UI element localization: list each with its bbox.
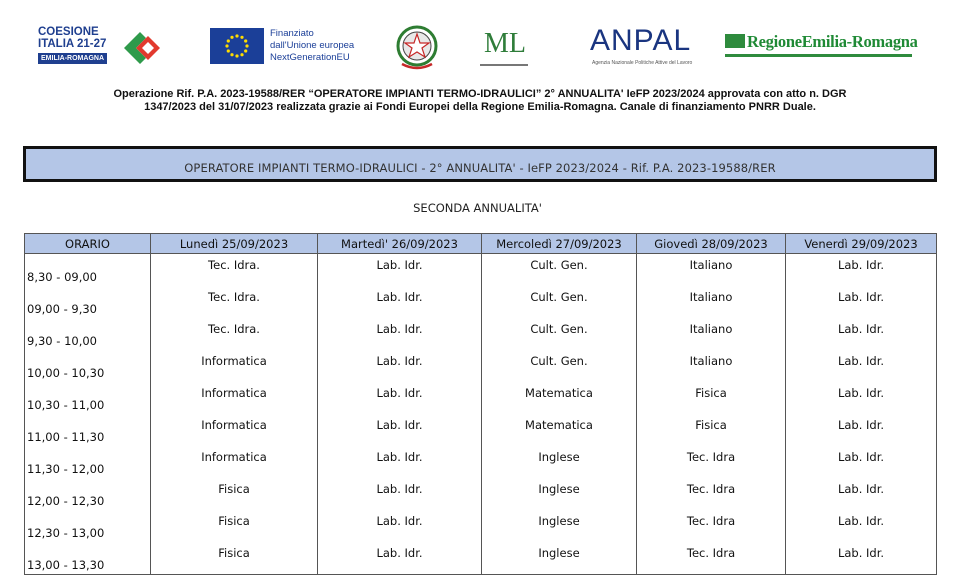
course-title-box — [23, 146, 937, 182]
table-row — [25, 542, 937, 575]
lesson-cell: Lab. Idr. — [318, 286, 482, 318]
table-row — [25, 254, 937, 287]
time-slot: 13,00 - 13,30 — [25, 542, 151, 575]
lesson-cell: Lab. Idr. — [318, 542, 482, 575]
header-wednesday: Mercoledì 27/09/2023 — [482, 234, 637, 254]
lesson-cell: Matematica — [482, 414, 637, 446]
ministry-labour-logo — [478, 26, 530, 72]
lesson-cell: Italiano — [637, 254, 786, 287]
coesione-chevron-icon — [120, 28, 162, 68]
schedule-header-row — [25, 234, 937, 254]
lesson-cell: Tec. Idra. — [151, 286, 318, 318]
table-row — [25, 414, 937, 446]
coesione-italia-logo — [38, 26, 163, 70]
time-slot: 9,30 - 10,00 — [25, 318, 151, 350]
lesson-cell: Tec. Idra — [637, 478, 786, 510]
lesson-cell: Tec. Idra — [637, 542, 786, 575]
lesson-cell: Lab. Idr. — [786, 542, 937, 575]
lesson-cell: Informatica — [151, 414, 318, 446]
operation-description-line1: Operazione Rif. P.A. 2023-19588/RER “OPERATORE IMPIANTI TERMO-IDRAULICI” 2° ANNUALITA' IeFP 2023/2024 approvata con atto n. DGR — [113, 88, 847, 100]
coesione-logo-line3: EMILIA-ROMAGNA — [38, 53, 107, 64]
eu-nextgen-logo — [210, 28, 375, 68]
lesson-cell: Lab. Idr. — [786, 318, 937, 350]
time-slot: 10,30 - 11,00 — [25, 382, 151, 414]
lesson-cell: Lab. Idr. — [318, 254, 482, 287]
lesson-cell: Italiano — [637, 318, 786, 350]
lesson-cell: Lab. Idr. — [318, 350, 482, 382]
lesson-cell: Cult. Gen. — [482, 350, 637, 382]
lesson-cell: Lab. Idr. — [318, 510, 482, 542]
coesione-logo-line2: ITALIA 21-27 — [38, 38, 107, 50]
lesson-cell: Fisica — [151, 510, 318, 542]
region-flag-icon — [725, 34, 745, 48]
lesson-cell: Lab. Idr. — [318, 478, 482, 510]
lesson-cell: Lab. Idr. — [786, 414, 937, 446]
region-logo-name: RegioneEmilia-Romagna — [747, 32, 918, 51]
regione-emilia-romagna-logo — [725, 32, 918, 62]
eu-logo-line1: Finanziato — [270, 28, 314, 39]
lesson-cell: Cult. Gen. — [482, 318, 637, 350]
lesson-cell: Cult. Gen. — [482, 286, 637, 318]
time-slot: 11,00 - 11,30 — [25, 414, 151, 446]
lesson-cell: Matematica — [482, 382, 637, 414]
lesson-cell: Lab. Idr. — [786, 286, 937, 318]
lesson-cell: Lab. Idr. — [786, 510, 937, 542]
header-tuesday: Martedì' 26/09/2023 — [318, 234, 482, 254]
lesson-cell: Inglese — [482, 510, 637, 542]
lesson-cell: Lab. Idr. — [318, 414, 482, 446]
header-friday: Venerdì 29/09/2023 — [786, 234, 937, 254]
table-row — [25, 446, 937, 478]
anpal-logo-subtitle: Agenzia Nazionale Politiche Attive del Lavoro — [592, 60, 693, 66]
time-slot: 12,30 - 13,00 — [25, 510, 151, 542]
lesson-cell: Lab. Idr. — [318, 382, 482, 414]
italian-republic-emblem-icon — [392, 22, 442, 74]
table-row — [25, 350, 937, 382]
logo-strip — [0, 20, 955, 78]
table-row — [25, 286, 937, 318]
lesson-cell: Tec. Idra — [637, 510, 786, 542]
lesson-cell: Inglese — [482, 542, 637, 575]
time-slot: 12,00 - 12,30 — [25, 478, 151, 510]
lesson-cell: Italiano — [637, 350, 786, 382]
lesson-cell: Lab. Idr. — [786, 446, 937, 478]
operation-description-line2: 1347/2023 del 31/07/2023 realizzata grazie ai Fondi Europei della Regione Emilia-Romagna. Canale di finanziamento PNRR Duale. — [144, 101, 816, 113]
lesson-cell: Inglese — [482, 478, 637, 510]
anpal-logo — [590, 24, 705, 72]
operation-description — [40, 88, 920, 114]
header-thursday: Giovedì 28/09/2023 — [637, 234, 786, 254]
lesson-cell: Fisica — [637, 382, 786, 414]
lesson-cell: Lab. Idr. — [786, 478, 937, 510]
lesson-cell: Lab. Idr. — [786, 350, 937, 382]
coesione-logo-line1: COESIONE — [38, 26, 99, 38]
lesson-cell: Informatica — [151, 350, 318, 382]
table-row — [25, 510, 937, 542]
weekly-schedule-table — [24, 233, 937, 575]
table-row — [25, 382, 937, 414]
table-row — [25, 478, 937, 510]
table-row — [25, 318, 937, 350]
time-slot: 09,00 - 9,30 — [25, 286, 151, 318]
lesson-cell: Italiano — [637, 286, 786, 318]
lesson-cell: Lab. Idr. — [318, 446, 482, 478]
lesson-cell: Fisica — [151, 542, 318, 575]
lesson-cell: Informatica — [151, 446, 318, 478]
eu-logo-line2: dall'Unione europea — [270, 40, 355, 51]
lesson-cell: Fisica — [637, 414, 786, 446]
lesson-cell: Inglese — [482, 446, 637, 478]
anpal-logo-name: ANPAL — [590, 24, 692, 57]
lesson-cell: Fisica — [151, 478, 318, 510]
lesson-cell: Tec. Idra — [637, 446, 786, 478]
eu-flag-icon — [210, 28, 264, 64]
header-orario: ORARIO — [25, 234, 151, 254]
time-slot: 8,30 - 09,00 — [25, 254, 151, 287]
course-title: OPERATORE IMPIANTI TERMO-IDRAULICI - 2° ANNUALITA' - IeFP 2023/2024 - Rif. P.A. 2023-19588/RER — [184, 161, 776, 175]
eu-logo-line3: NextGenerationEU — [270, 52, 350, 63]
lesson-cell: Lab. Idr. — [786, 254, 937, 287]
lesson-cell: Cult. Gen. — [482, 254, 637, 287]
lesson-cell: Tec. Idra. — [151, 254, 318, 287]
lesson-cell: Informatica — [151, 382, 318, 414]
ministry-logo-letters: ML — [484, 28, 526, 59]
time-slot: 10,00 - 10,30 — [25, 350, 151, 382]
header-monday: Lunedì 25/09/2023 — [151, 234, 318, 254]
schedule-subtitle: SECONDA ANNUALITA' — [413, 201, 542, 215]
lesson-cell: Lab. Idr. — [786, 382, 937, 414]
lesson-cell: Lab. Idr. — [318, 318, 482, 350]
lesson-cell: Tec. Idra. — [151, 318, 318, 350]
time-slot: 11,30 - 12,00 — [25, 446, 151, 478]
